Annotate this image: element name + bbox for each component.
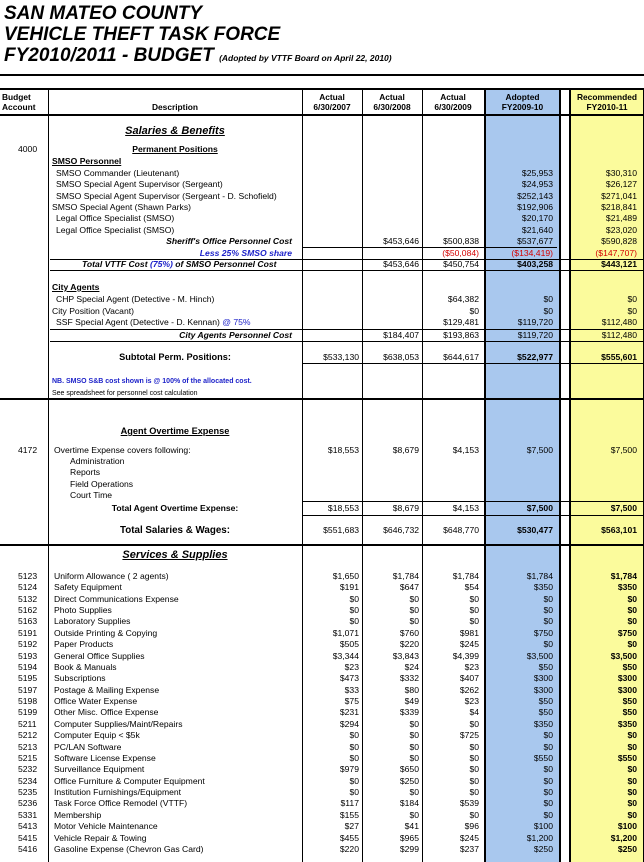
smso-allocation-note: NB. SMSO S&B cost shown is @ 100% of the allocated cost. — [52, 378, 252, 385]
service-row-2008: $760 — [399, 627, 419, 638]
service-row-adopted: $0 — [543, 741, 553, 752]
less-share-pct: 25% — [221, 248, 239, 258]
service-row-adopted: $0 — [543, 593, 553, 604]
account-divider — [48, 90, 49, 862]
budget-title-text: FY2010/2011 - BUDGET — [4, 45, 214, 66]
service-row-2009: $0 — [469, 718, 479, 729]
service-row-recommended: $0 — [627, 764, 637, 775]
city-row-2009: $64,382 — [447, 294, 479, 304]
service-row-recommended: $1,784 — [610, 571, 637, 581]
service-row-2007: $231 — [339, 707, 359, 718]
total-salaries-2007: $551,683 — [323, 525, 359, 535]
overtime-item: Court Time — [70, 489, 113, 500]
service-row-desc: Subscriptions — [54, 673, 106, 684]
service-row-2007: $0 — [349, 605, 359, 616]
total-salaries-adopted: $530,477 — [517, 525, 553, 535]
city-row-desc: City Position (Vacant) — [52, 305, 134, 316]
service-row-2008: $0 — [409, 809, 419, 820]
service-row-account: 5124 — [18, 582, 38, 593]
service-row-recommended: $0 — [627, 605, 637, 616]
service-row-adopted: $750 — [533, 627, 553, 638]
service-row-2007: $1,071 — [332, 627, 359, 638]
sheriff-cost-recommended: $590,828 — [601, 236, 637, 246]
subtotal-2007: $533,130 — [323, 352, 359, 362]
service-row-recommended: $0 — [627, 809, 637, 820]
overtime-total-recommended: $7,500 — [610, 503, 637, 513]
smso-row-desc: Legal Office Specialist (SMSO) — [56, 224, 175, 235]
city-row-desc: CHP Special Agent (Detective - M. Hinch) — [56, 294, 215, 304]
salaries-heading: Salaries & Benefits — [125, 125, 225, 137]
service-row-desc: Uniform Allowance ( 2 agents) — [54, 571, 169, 581]
service-row-2009: $4 — [469, 707, 479, 718]
header-date-2008: 6/30/2008 — [373, 102, 411, 112]
city-top-rule — [50, 270, 644, 271]
service-row-account: 5193 — [18, 650, 38, 661]
subtotal-rule — [303, 363, 644, 364]
service-row-desc: Computer Supplies/Maint/Repairs — [54, 718, 183, 729]
header-date-2009: 6/30/2009 — [434, 102, 472, 112]
sheriff-cost-label: Sheriff's Office Personnel Cost — [166, 236, 292, 246]
city-row-adopted: $0 — [543, 294, 553, 304]
subtotal-2008: $638,053 — [383, 352, 419, 362]
service-row-desc: Outside Printing & Copying — [54, 627, 158, 638]
service-row-adopted: $0 — [543, 809, 553, 820]
service-row-2008: $250 — [399, 775, 419, 786]
overtime-heading: Agent Overtime Expense — [120, 426, 230, 436]
service-row-2008: $647 — [399, 582, 419, 593]
service-row-adopted: $350 — [533, 582, 553, 593]
total-salaries-2008: $646,732 — [383, 525, 419, 535]
service-row-desc: Membership — [54, 809, 102, 820]
total-salaries-rule — [303, 515, 644, 516]
header-actual-2007: Actual — [319, 92, 345, 102]
city-row-adopted: $0 — [543, 305, 553, 316]
spreadsheet-note: See spreadsheet for personnel cost calculation — [52, 390, 198, 397]
service-row-desc: Computer Equip < $5k — [54, 730, 140, 741]
service-row-desc: Task Force Office Remodel (VTTF) — [54, 798, 188, 809]
service-row-2007: $0 — [349, 787, 359, 798]
total-vttf-pct: (75%) — [149, 259, 173, 269]
service-row-account: 5213 — [18, 741, 38, 752]
service-row-2009: $0 — [469, 605, 479, 616]
service-row-recommended: $1,200 — [610, 832, 637, 843]
service-row-recommended: $50 — [622, 707, 637, 718]
subtotal-adopted: $522,977 — [517, 352, 553, 362]
smso-row-adopted: $20,170 — [521, 213, 553, 224]
city-row-recommended: $0 — [627, 294, 637, 304]
service-row-desc: PC/LAN Software — [54, 741, 122, 752]
service-row-desc: Laboratory Supplies — [54, 616, 131, 627]
overtime-recommended: $7,500 — [610, 445, 637, 455]
service-row-adopted: $300 — [533, 684, 553, 695]
service-row-adopted: $350 — [533, 718, 553, 729]
title-rule — [0, 74, 644, 76]
smso-row-desc: SMSO Special Agent Supervisor (Sergeant - D. Schofield) — [56, 190, 277, 201]
service-row-2009: $96 — [464, 821, 479, 832]
service-row-recommended: $0 — [627, 775, 637, 786]
service-row-2008: $299 — [399, 843, 419, 854]
service-row-account: 5198 — [18, 696, 38, 707]
smso-row-adopted: $25,953 — [521, 168, 553, 178]
service-row-recommended: $250 — [617, 843, 637, 854]
service-row-adopted: $0 — [543, 775, 553, 786]
service-row-2007: $0 — [349, 593, 359, 604]
service-row-2008: $0 — [409, 730, 419, 741]
service-row-2007: $0 — [349, 752, 359, 763]
service-row-adopted: $0 — [543, 616, 553, 627]
city-cost-adopted: $119,720 — [517, 330, 553, 340]
service-row-2008: $220 — [399, 639, 419, 650]
service-row-adopted: $0 — [543, 605, 553, 616]
smso-row-desc: Legal Office Specialist (SMSO) — [56, 213, 175, 224]
service-row-2008: $24 — [404, 661, 419, 672]
service-row-2007: $3,344 — [332, 650, 359, 661]
ssf-adopted: $119,720 — [517, 317, 553, 327]
service-row-recommended: $50 — [622, 661, 637, 672]
service-row-recommended: $550 — [617, 752, 637, 763]
service-row-adopted: $50 — [538, 661, 553, 672]
less-share-2009: ($50,084) — [442, 248, 479, 258]
service-row-2008: $41 — [404, 821, 419, 832]
overtime-total-rule — [303, 501, 644, 502]
service-row-adopted: $0 — [543, 787, 553, 798]
service-row-2008: $0 — [409, 616, 419, 627]
service-row-adopted: $1,784 — [526, 571, 553, 581]
service-row-account: 5192 — [18, 639, 38, 650]
page-title-block — [4, 3, 392, 69]
overtime-total-2009: $4,153 — [452, 503, 479, 513]
service-row-desc: Office Furniture & Computer Equipment — [54, 775, 205, 786]
service-row-account: 5199 — [18, 707, 38, 718]
service-row-desc: Postage & Mailing Expense — [54, 684, 160, 695]
total-vttf-pre: Total VTTF Cost — [82, 259, 150, 269]
service-row-2008: $0 — [409, 718, 419, 729]
header-bottom-rule — [0, 114, 644, 116]
total-vttf-2009: $450,754 — [443, 259, 479, 269]
service-row-2008: $965 — [399, 832, 419, 843]
service-row-adopted: $50 — [538, 707, 553, 718]
service-row-recommended: $0 — [627, 616, 637, 627]
service-row-account: 5413 — [18, 821, 38, 832]
ssf-pct: @ 75% — [222, 317, 251, 327]
smso-row-adopted: $192,906 — [517, 201, 553, 212]
service-row-2008: $0 — [409, 752, 419, 763]
service-row-desc: Paper Products — [54, 639, 114, 650]
overtime-total-adopted: $7,500 — [526, 503, 553, 513]
service-row-2009: $0 — [469, 809, 479, 820]
city-row-2009: $0 — [469, 305, 479, 316]
service-row-recommended: $0 — [627, 798, 637, 809]
service-row-2008: $3,843 — [392, 650, 419, 661]
service-row-2009: $0 — [469, 787, 479, 798]
total-vttf-post: of SMSO Personnel Cost — [172, 259, 277, 269]
service-row-recommended: $750 — [617, 627, 637, 638]
service-row-adopted: $550 — [533, 752, 553, 763]
header-recommended: Recommended — [576, 92, 638, 102]
header-description: Description — [151, 102, 199, 112]
service-row-2007: $0 — [349, 775, 359, 786]
service-row-2007: $0 — [349, 730, 359, 741]
smso-row-recommended: $218,841 — [601, 201, 637, 212]
overtime-total-2008: $8,679 — [392, 503, 419, 513]
smso-row-recommended: $21,489 — [605, 213, 637, 224]
service-row-2007: $220 — [339, 843, 359, 854]
overtime-total-label: Total Agent Overtime Expense: — [111, 503, 239, 513]
service-row-desc: Photo Supplies — [54, 605, 112, 616]
service-row-recommended: $0 — [627, 741, 637, 752]
service-row-adopted: $50 — [538, 696, 553, 707]
service-row-account: 5194 — [18, 661, 38, 672]
service-row-2007: $1,650 — [332, 571, 359, 581]
service-row-2008: $339 — [399, 707, 419, 718]
service-row-account: 5232 — [18, 764, 38, 775]
service-row-2009: $407 — [459, 673, 479, 684]
salaries-account: 4000 — [18, 144, 38, 154]
city-cost-2008: $184,407 — [383, 330, 419, 340]
service-row-account: 5215 — [18, 752, 38, 763]
total-vttf-label — [82, 259, 277, 270]
service-row-account: 5236 — [18, 798, 38, 809]
budget-title — [4, 45, 392, 69]
smso-row-recommended: $271,041 — [601, 190, 637, 201]
total-vttf-adopted: $403,258 — [517, 259, 553, 269]
service-row-2007: $117 — [340, 798, 359, 809]
total-salaries-label: Total Salaries & Wages: — [120, 525, 230, 536]
service-row-2007: $294 — [339, 718, 359, 729]
overtime-section-rule — [0, 544, 644, 546]
permanent-positions-heading: Permanent Positions — [132, 144, 218, 154]
total-vttf-recommended: $443,121 — [601, 259, 637, 269]
service-row-2009: $23 — [464, 661, 479, 672]
overtime-adopted: $7,500 — [526, 445, 553, 455]
service-row-2009: $4,399 — [452, 650, 479, 661]
smso-row-adopted: $21,640 — [521, 224, 553, 235]
service-row-desc: Vehicle Repair & Towing — [54, 832, 147, 843]
overtime-2008: $8,679 — [392, 445, 419, 455]
service-row-2009: $0 — [469, 764, 479, 775]
service-row-account: 5235 — [18, 787, 38, 798]
service-row-account: 5162 — [18, 605, 38, 616]
header-actual-2008: Actual — [379, 92, 405, 102]
city-cost-recommended: $112,480 — [601, 330, 637, 340]
service-row-desc: Institution Furnishings/Equipment — [54, 787, 182, 798]
table-top-rule — [0, 88, 644, 90]
city-row-recommended: $0 — [627, 305, 637, 316]
overtime-item: Reports — [70, 467, 101, 478]
service-row-adopted: $0 — [543, 764, 553, 775]
service-row-2009: $0 — [469, 616, 479, 627]
service-row-2007: $155 — [339, 809, 359, 820]
service-row-recommended: $0 — [627, 639, 637, 650]
service-row-2009: $245 — [459, 832, 479, 843]
service-row-account: 5234 — [18, 775, 38, 786]
service-row-desc: Office Water Expense — [54, 696, 138, 707]
ssf-desc-text: SSF Special Agent (Detective - D. Kennan) — [56, 317, 220, 327]
service-row-adopted: $1,200 — [526, 832, 553, 843]
service-row-2009: $237 — [459, 843, 479, 854]
service-row-recommended: $0 — [627, 787, 637, 798]
sheriff-cost-2008: $453,646 — [383, 236, 419, 246]
service-row-account: 5211 — [18, 718, 37, 729]
service-row-recommended: $300 — [617, 684, 637, 695]
service-row-2007: $191 — [339, 582, 359, 593]
city-agents-heading: City Agents — [52, 282, 100, 292]
service-row-2007: $0 — [349, 616, 359, 627]
less-share-recommended: ($147,707) — [595, 248, 637, 258]
service-row-recommended: $350 — [617, 582, 637, 593]
service-row-desc: Book & Manuals — [54, 661, 117, 672]
subtotal-label: Subtotal Perm. Positions: — [119, 352, 231, 362]
ssf-2009: $129,481 — [443, 317, 479, 327]
overtime-2009: $4,153 — [452, 445, 479, 455]
overtime-item: Field Operations — [70, 478, 134, 489]
service-row-account: 5331 — [18, 809, 38, 820]
sheriff-cost-adopted: $537,677 — [517, 236, 553, 246]
smso-row-desc: SMSO Special Agent Supervisor (Sergeant) — [56, 179, 223, 190]
smso-row-adopted: $252,143 — [517, 190, 553, 201]
service-row-2008: $332 — [399, 673, 419, 684]
service-row-2007: $33 — [344, 684, 359, 695]
ssf-desc — [56, 317, 251, 328]
service-row-recommended: $350 — [617, 718, 637, 729]
total-vttf-2008: $453,646 — [383, 259, 419, 269]
service-row-2008: $49 — [404, 696, 419, 707]
smso-personnel-heading: SMSO Personnel — [52, 156, 122, 166]
overtime-account: 4172 — [18, 445, 38, 455]
service-row-2009: $23 — [464, 696, 479, 707]
service-row-2009: $0 — [469, 752, 479, 763]
service-row-2007: $23 — [344, 661, 359, 672]
service-row-2008: $0 — [409, 593, 419, 604]
service-row-2008: $0 — [409, 741, 419, 752]
less-share-adopted: ($134,419) — [511, 248, 553, 258]
service-row-2008: $0 — [409, 787, 419, 798]
service-row-recommended: $0 — [627, 730, 637, 741]
service-row-2007: $75 — [344, 696, 359, 707]
task-force-title: VEHICLE THEFT TASK FORCE — [4, 24, 281, 45]
adoption-note: (Adopted by VTTF Board on April 22, 2010) — [219, 53, 392, 63]
sheriff-cost-2009: $500,838 — [443, 236, 479, 246]
header-date-2007: 6/30/2007 — [313, 102, 351, 112]
service-row-2009: $725 — [459, 730, 479, 741]
service-row-account: 5123 — [18, 571, 38, 581]
less-share-post: SMSO share — [238, 248, 292, 258]
service-row-2008: $650 — [399, 764, 419, 775]
service-row-account: 5132 — [18, 593, 38, 604]
service-row-adopted: $0 — [543, 639, 553, 650]
service-row-2007: $979 — [339, 764, 359, 775]
smso-row-desc: SMSO Commander (Lieutenant) — [56, 168, 180, 178]
service-row-desc: Direct Communications Expense — [54, 593, 179, 604]
service-row-account: 5195 — [18, 673, 38, 684]
service-row-2009: $539 — [459, 798, 479, 809]
service-row-2009: $981 — [459, 627, 479, 638]
service-row-2009: $0 — [469, 775, 479, 786]
smso-row-adopted: $24,953 — [521, 179, 553, 190]
overtime-2007: $18,553 — [327, 445, 359, 455]
subtotal-2009: $644,617 — [443, 352, 479, 362]
service-row-account: 5415 — [18, 832, 38, 843]
service-row-2008: $1,784 — [392, 571, 419, 581]
total-salaries-recommended: $563,101 — [601, 525, 637, 535]
service-row-desc: General Office Supplies — [54, 650, 145, 661]
subtotal-recommended: $555,601 — [601, 352, 637, 362]
overtime-covers: Overtime Expense covers following: — [54, 445, 191, 455]
service-row-desc: Gasoline Expense (Chevron Gas Card) — [54, 843, 204, 854]
overtime-item: Administration — [70, 456, 125, 466]
service-row-2009: $1,784 — [452, 571, 479, 581]
service-row-recommended: $100 — [617, 821, 637, 832]
overtime-total-2007: $18,553 — [327, 503, 359, 513]
service-row-2009: $0 — [469, 741, 479, 752]
service-row-account: 5191 — [18, 627, 38, 638]
service-row-2009: $54 — [464, 582, 479, 593]
header-adopted: Adopted — [505, 92, 540, 102]
service-row-desc: Other Misc. Office Expense — [54, 707, 159, 718]
service-row-2009: $0 — [469, 593, 479, 604]
service-row-account: 5197 — [18, 684, 38, 695]
county-title: SAN MATEO COUNTY — [4, 3, 203, 24]
service-row-2007: $455 — [339, 832, 359, 843]
service-row-2008: $0 — [409, 605, 419, 616]
service-row-adopted: $300 — [533, 673, 553, 684]
header-actual-2009: Actual — [440, 92, 466, 102]
service-row-2009: $262 — [459, 684, 479, 695]
header-fy1011: FY2010-11 — [586, 102, 628, 112]
less-share-pre: Less — [199, 248, 222, 258]
smso-row-recommended: $26,127 — [605, 179, 637, 190]
header-budget: Budget — [2, 92, 31, 102]
service-row-recommended: $0 — [627, 593, 637, 604]
service-row-account: 5163 — [18, 616, 38, 627]
service-row-2007: $27 — [344, 821, 359, 832]
service-row-2009: $245 — [459, 639, 479, 650]
service-row-2008: $80 — [404, 684, 419, 695]
header-fy0910: FY2009-10 — [501, 102, 544, 112]
service-row-adopted: $0 — [543, 798, 553, 809]
service-row-2007: $505 — [339, 639, 359, 650]
service-row-account: 5212 — [18, 730, 38, 741]
service-row-account: 5416 — [18, 843, 38, 854]
service-row-adopted: $3,500 — [526, 650, 553, 661]
service-row-recommended: $50 — [622, 696, 637, 707]
service-row-desc: Software License Expense — [54, 752, 156, 763]
service-row-2007: $473 — [339, 673, 359, 684]
service-row-2007: $0 — [349, 741, 359, 752]
service-row-adopted: $250 — [533, 843, 553, 854]
services-heading: Services & Supplies — [122, 549, 228, 561]
less-share-label — [50, 248, 292, 259]
service-row-desc: Surveillance Equipment — [54, 764, 145, 775]
smso-row-desc: SMSO Special Agent (Shawn Parks) — [52, 201, 191, 212]
smso-row-recommended: $30,310 — [605, 168, 637, 178]
ssf-recommended: $112,480 — [601, 317, 637, 327]
city-cost-bottom-rule — [50, 341, 644, 342]
city-cost-2009: $193,863 — [443, 330, 479, 340]
header-account: Account — [2, 102, 36, 112]
city-cost-label: City Agents Personnel Cost — [179, 330, 292, 340]
service-row-2008: $184 — [399, 798, 419, 809]
service-row-adopted: $100 — [533, 821, 553, 832]
service-row-desc: Safety Equipment — [54, 582, 122, 593]
total-salaries-2009: $648,770 — [443, 525, 479, 535]
service-row-recommended: $300 — [617, 673, 637, 684]
service-row-recommended: $3,500 — [610, 650, 637, 661]
smso-row-recommended: $23,020 — [605, 224, 637, 235]
service-row-desc: Motor Vehicle Maintenance — [54, 821, 158, 832]
service-row-adopted: $0 — [543, 730, 553, 741]
